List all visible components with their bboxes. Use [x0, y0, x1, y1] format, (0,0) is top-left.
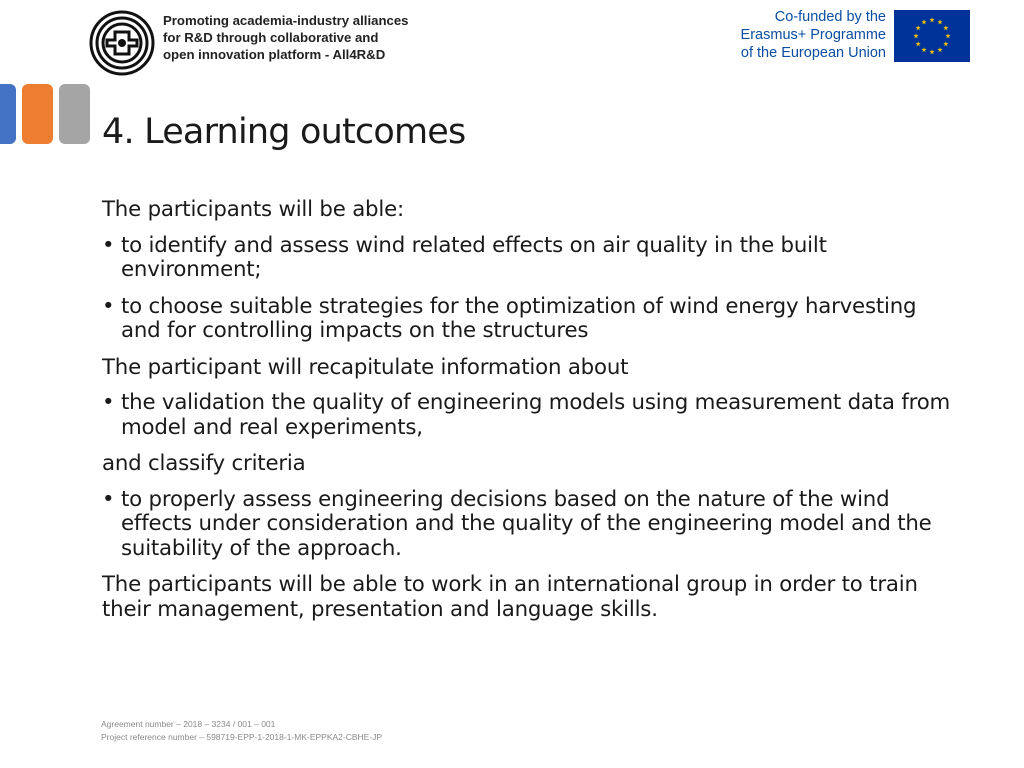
bullet-dot: •	[102, 232, 115, 258]
content-paragraph: The participants will be able:	[102, 197, 404, 222]
project-title-line-2: for R&D through collaborative and	[163, 30, 379, 45]
eu-cofunding-text	[724, 8, 886, 62]
eu-flag-icon	[894, 10, 970, 62]
bullet-dot: •	[102, 486, 115, 512]
bullet-text: to identify and assess wind related effects on air quality in the built environment;	[121, 232, 827, 282]
bullet-item	[102, 391, 962, 440]
slide-title: 4. Learning outcomes	[102, 112, 466, 152]
bullet-item	[102, 488, 962, 562]
eu-line-3: of the European Union	[740, 45, 886, 61]
project-title	[163, 12, 463, 63]
content-paragraph: The participants will be able to work in an international group in order to train their management, presentation and language skills.	[102, 572, 918, 622]
bullet-item	[102, 295, 962, 344]
project-reference-number: Project reference number – 598719-EPP-1-2018-1-MK-EPPKA2-CBHE-JP	[101, 732, 383, 742]
bullet-text: the validation the quality of engineering models using measurement data from model and real experiments,	[121, 390, 951, 440]
bullet-dot: •	[102, 390, 115, 415]
slide-content	[102, 198, 962, 633]
decor-block-orange	[22, 84, 53, 144]
project-title-line-1: Promoting academia-industry alliances	[163, 13, 409, 28]
eu-line-1: Co-funded by the	[774, 9, 886, 25]
footer	[101, 718, 382, 744]
project-title-line-3: open innovation platform - All4R&D	[163, 47, 386, 62]
bullet-text: to properly assess engineering decisions based on the nature of the wind effects under consideration and the quality of the engineering model and the suitability of the approach.	[121, 486, 932, 561]
decor-block-gray	[59, 84, 90, 144]
content-paragraph: and classify criteria	[102, 451, 306, 476]
agreement-number: Agreement number – 2018 – 3234 / 001 – 001	[101, 719, 276, 729]
eu-line-2: Erasmus+ Programme	[740, 27, 886, 43]
all4rd-spiral-logo-icon	[89, 10, 155, 76]
decor-block-blue	[0, 84, 16, 144]
bullet-text: to choose suitable strategies for the optimization of wind energy harvesting and for controlling impacts on the structures	[121, 293, 917, 343]
bullet-item	[102, 234, 962, 283]
content-paragraph: The participant will recapitulate information about	[102, 354, 629, 380]
bullet-dot: •	[102, 293, 115, 319]
